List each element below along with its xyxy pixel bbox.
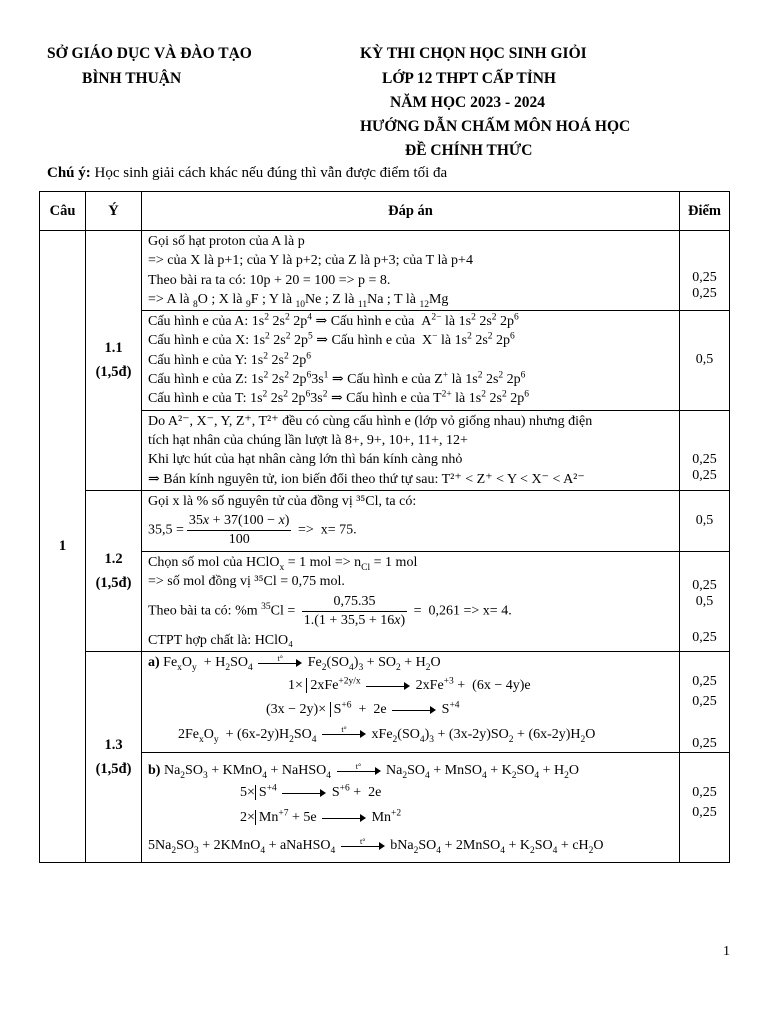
score-value: 0,25 [692,805,717,821]
answer-cell [142,311,680,410]
answer-line: => số mol đồng vị ³⁵Cl = 0,75 mol. [148,574,345,590]
score-value: 0,25 [692,674,717,690]
table-row [40,410,730,490]
answer-line: ⇒ Bán kính nguyên tử, ion biến đổi theo thứ tự sau: T²⁺ < Z⁺ < Y < X⁻ < A²⁻ [148,471,585,487]
table-row [40,490,730,551]
question-number: 1 [40,231,86,863]
section-points: (1,5đ) [95,364,132,381]
page-number: 1 [723,944,730,959]
header-diem: Điểm [680,192,730,231]
note-text: Học sinh giải cách khác nếu đúng thì vẫn được điểm tối đa [90,165,448,181]
header-department: SỞ GIÁO DỤC VÀ ĐÀO TẠO [47,45,252,62]
header-cau: Câu [40,192,86,231]
reaction-arrow [322,813,366,823]
answer-line: 35,5 = $\frac{35x + 37(100 - x)}{100}$ => x= 75. [148,513,357,548]
answer-cell [142,231,680,311]
answer-line: Cấu hình e của Z: $1s^2$ $2s^2$ $2p^63s^1$ ⇒ Cấu hình e của Z+ là $1s^2$ $2s^2$ $2p^6$ [148,370,526,388]
answer-line: $(3x - 2y)\times S^{+6} + 2e$ $S^{+4}$ [266,700,460,718]
answer-line: Cấu hình e của X: $1s^2$ $2s^2$ $2p^5$ ⇒ Cấu hình e của X− là $1s^2$ $2s^2$ $2p^6$ [148,331,515,349]
header-school-year: NĂM HỌC 2023 - 2024 [390,94,545,111]
answer-line: Gọi số hạt proton của A là p [148,234,305,249]
answer-line: Gọi x là % số nguyên tử của đồng vị ³⁵Cl, ta có: [148,493,417,509]
section-1-3 [86,652,142,863]
score-value: 0,25 [692,578,717,594]
score-value: 0,25 [692,286,717,301]
header-y: Ý [86,192,142,231]
answer-cell [142,753,680,863]
reaction-arrow: t° [258,658,302,668]
answer-line: $2Fe_xO_y + (6x-2y)H_2SO_4$ t° $xFe_2(SO_4)_3 + (3x-2y)SO_2 + (6x-2y)H_2O$ [178,725,596,745]
score-value: 0,5 [695,513,714,528]
header-province: BÌNH THUẬN [82,70,182,87]
table-row [40,753,730,863]
score-cell [680,311,730,410]
section-1-1 [86,231,142,491]
answer-line: 1× 2xFe$^{+2y/x}$ 2xFe$^{+3}$ + (6x − 4y)e [288,676,531,694]
score-value: 0,25 [692,694,717,710]
score-value: 0,5 [695,352,714,368]
answer-cell [142,652,680,753]
section-label: 1.1 [104,340,123,357]
answer-line: Do A²⁻, X⁻, Y, Z⁺, T²⁺ đều có cùng cấu hình e (lớp vỏ giống nhau) nhưng điện [148,413,593,429]
answer-cell [142,490,680,551]
table-row [40,552,730,652]
reaction-arrow: t° [337,766,381,776]
answer-line: a) $Fe_xO_y + H_2SO_4$ t° $Fe_2(SO_4)_3 + SO_2 + H_2O$ [148,653,441,673]
answer-table [39,191,730,863]
header-guide-title: HƯỚNG DẪN CHẤM MÔN HOÁ HỌC [360,118,631,135]
table-row [40,311,730,410]
score-value: 0,25 [692,451,717,467]
score-cell [680,490,730,551]
reaction-arrow [392,705,436,715]
answer-line: CTPT hợp chất là: HClO₄ [148,632,294,648]
section-1-2 [86,490,142,651]
answer-line: Cấu hình e của Y: $1s^2$ $2s^2$ $2p^6$ [148,351,311,368]
header-official: ĐỀ CHÍNH THỨC [405,142,533,159]
answer-line: Theo bài ra ta có: 10p + 20 = 100 => p = 8. [148,272,391,288]
score-cell [680,753,730,863]
score-cell [680,652,730,753]
answer-line: => của X là p+1; của Y là p+2; của Z là p+3; của T là p+4 [148,253,473,269]
answer-line: Cấu hình e của T: $1s^2$ $2s^2$ $2p^63s^2$ ⇒ Cấu hình e của $T^{2+}$ là $1s^2$ $2s^2$ $2p^6$ [148,389,529,407]
answer-line: Theo bài ta có: %m $^{35}$Cl = $\frac{0,75.35}{1.(1 + 35,5 + 16x)}$ = 0,261 => x= 4. [148,593,512,628]
table-row [40,652,730,753]
fraction: $\frac{0,75.35}{1.(1 + 35,5 + 16x)}$ [303,593,406,628]
score-cell [680,231,730,311]
answer-line: b) $Na_2SO_3$ + KMnO$_4$ + NaHSO$_4$ t° $Na_2SO_4$ + MnSO$_4$ + $K_2SO_4 + H_2O$ [148,761,580,781]
answer-cell [142,410,680,490]
score-value: 0,25 [692,467,717,483]
section-points: (1,5đ) [95,760,132,777]
score-value: 0,25 [692,630,717,646]
answer-cell [142,552,680,652]
answer-line: => A là $_8$O ; X là $_9$F ; Y là $_{10}$Ne ; Z là $_{11}$Na ; T là $_{12}$Mg [148,291,449,310]
answer-line: $5\times S^{+4}$ $S^{+6} + 2e$ [240,783,382,801]
answer-line: $2\times Mn^{+7} + 5e$ $Mn^{+2}$ [240,808,402,826]
table-header-row [40,192,730,231]
score-value: 0,5 [695,594,714,610]
fraction: $\frac{35x + 37(100 - x)}{100}$ [188,513,290,548]
score-value: 0,25 [692,785,717,801]
reaction-arrow [282,788,326,798]
note [47,165,447,182]
section-label: 1.2 [104,550,123,567]
score-cell [680,410,730,490]
answer-line: tích hạt nhân của chúng lần lượt là 8+, 9+, 10+, 11+, 12+ [148,432,468,448]
reaction-arrow [366,681,410,691]
table-row [40,231,730,311]
header-grade: LỚP 12 THPT CẤP TỈNH [382,70,556,87]
reaction-arrow: t° [322,729,366,739]
header-exam-title: KỲ THI CHỌN HỌC SINH GIỎI [360,45,587,62]
answer-line: Khi lực hút của hạt nhân càng lớn thì bán kính càng nhỏ [148,452,463,468]
score-cell [680,552,730,652]
score-value: 0,25 [692,270,717,285]
section-label: 1.3 [104,736,123,753]
answer-line: $5Na_2SO_3$ + 2KMnO$_4$ + aNaHSO$_4$ t° $bNa_2SO_4$ + 2MnSO$_4$ + $K_2SO_4 + cH_2O$ [148,837,604,857]
note-label: Chú ý: [47,165,91,181]
section-points: (1,5đ) [95,574,132,591]
answer-line: Cấu hình e của A: $1s^2$ $2s^2$ $2p^4$ ⇒ Cấu hình e của $A^{2-}$ là $1s^2$ $2s^2$ $2p^6$ [148,312,519,330]
header-dap-an: Đáp án [142,192,680,231]
score-value: 0,25 [692,736,717,752]
answer-line: Chọn số mol của HClO$_x$ = 1 mol => $n_{Cl} = 1$ mol [148,555,418,573]
reaction-arrow: t° [341,841,385,851]
